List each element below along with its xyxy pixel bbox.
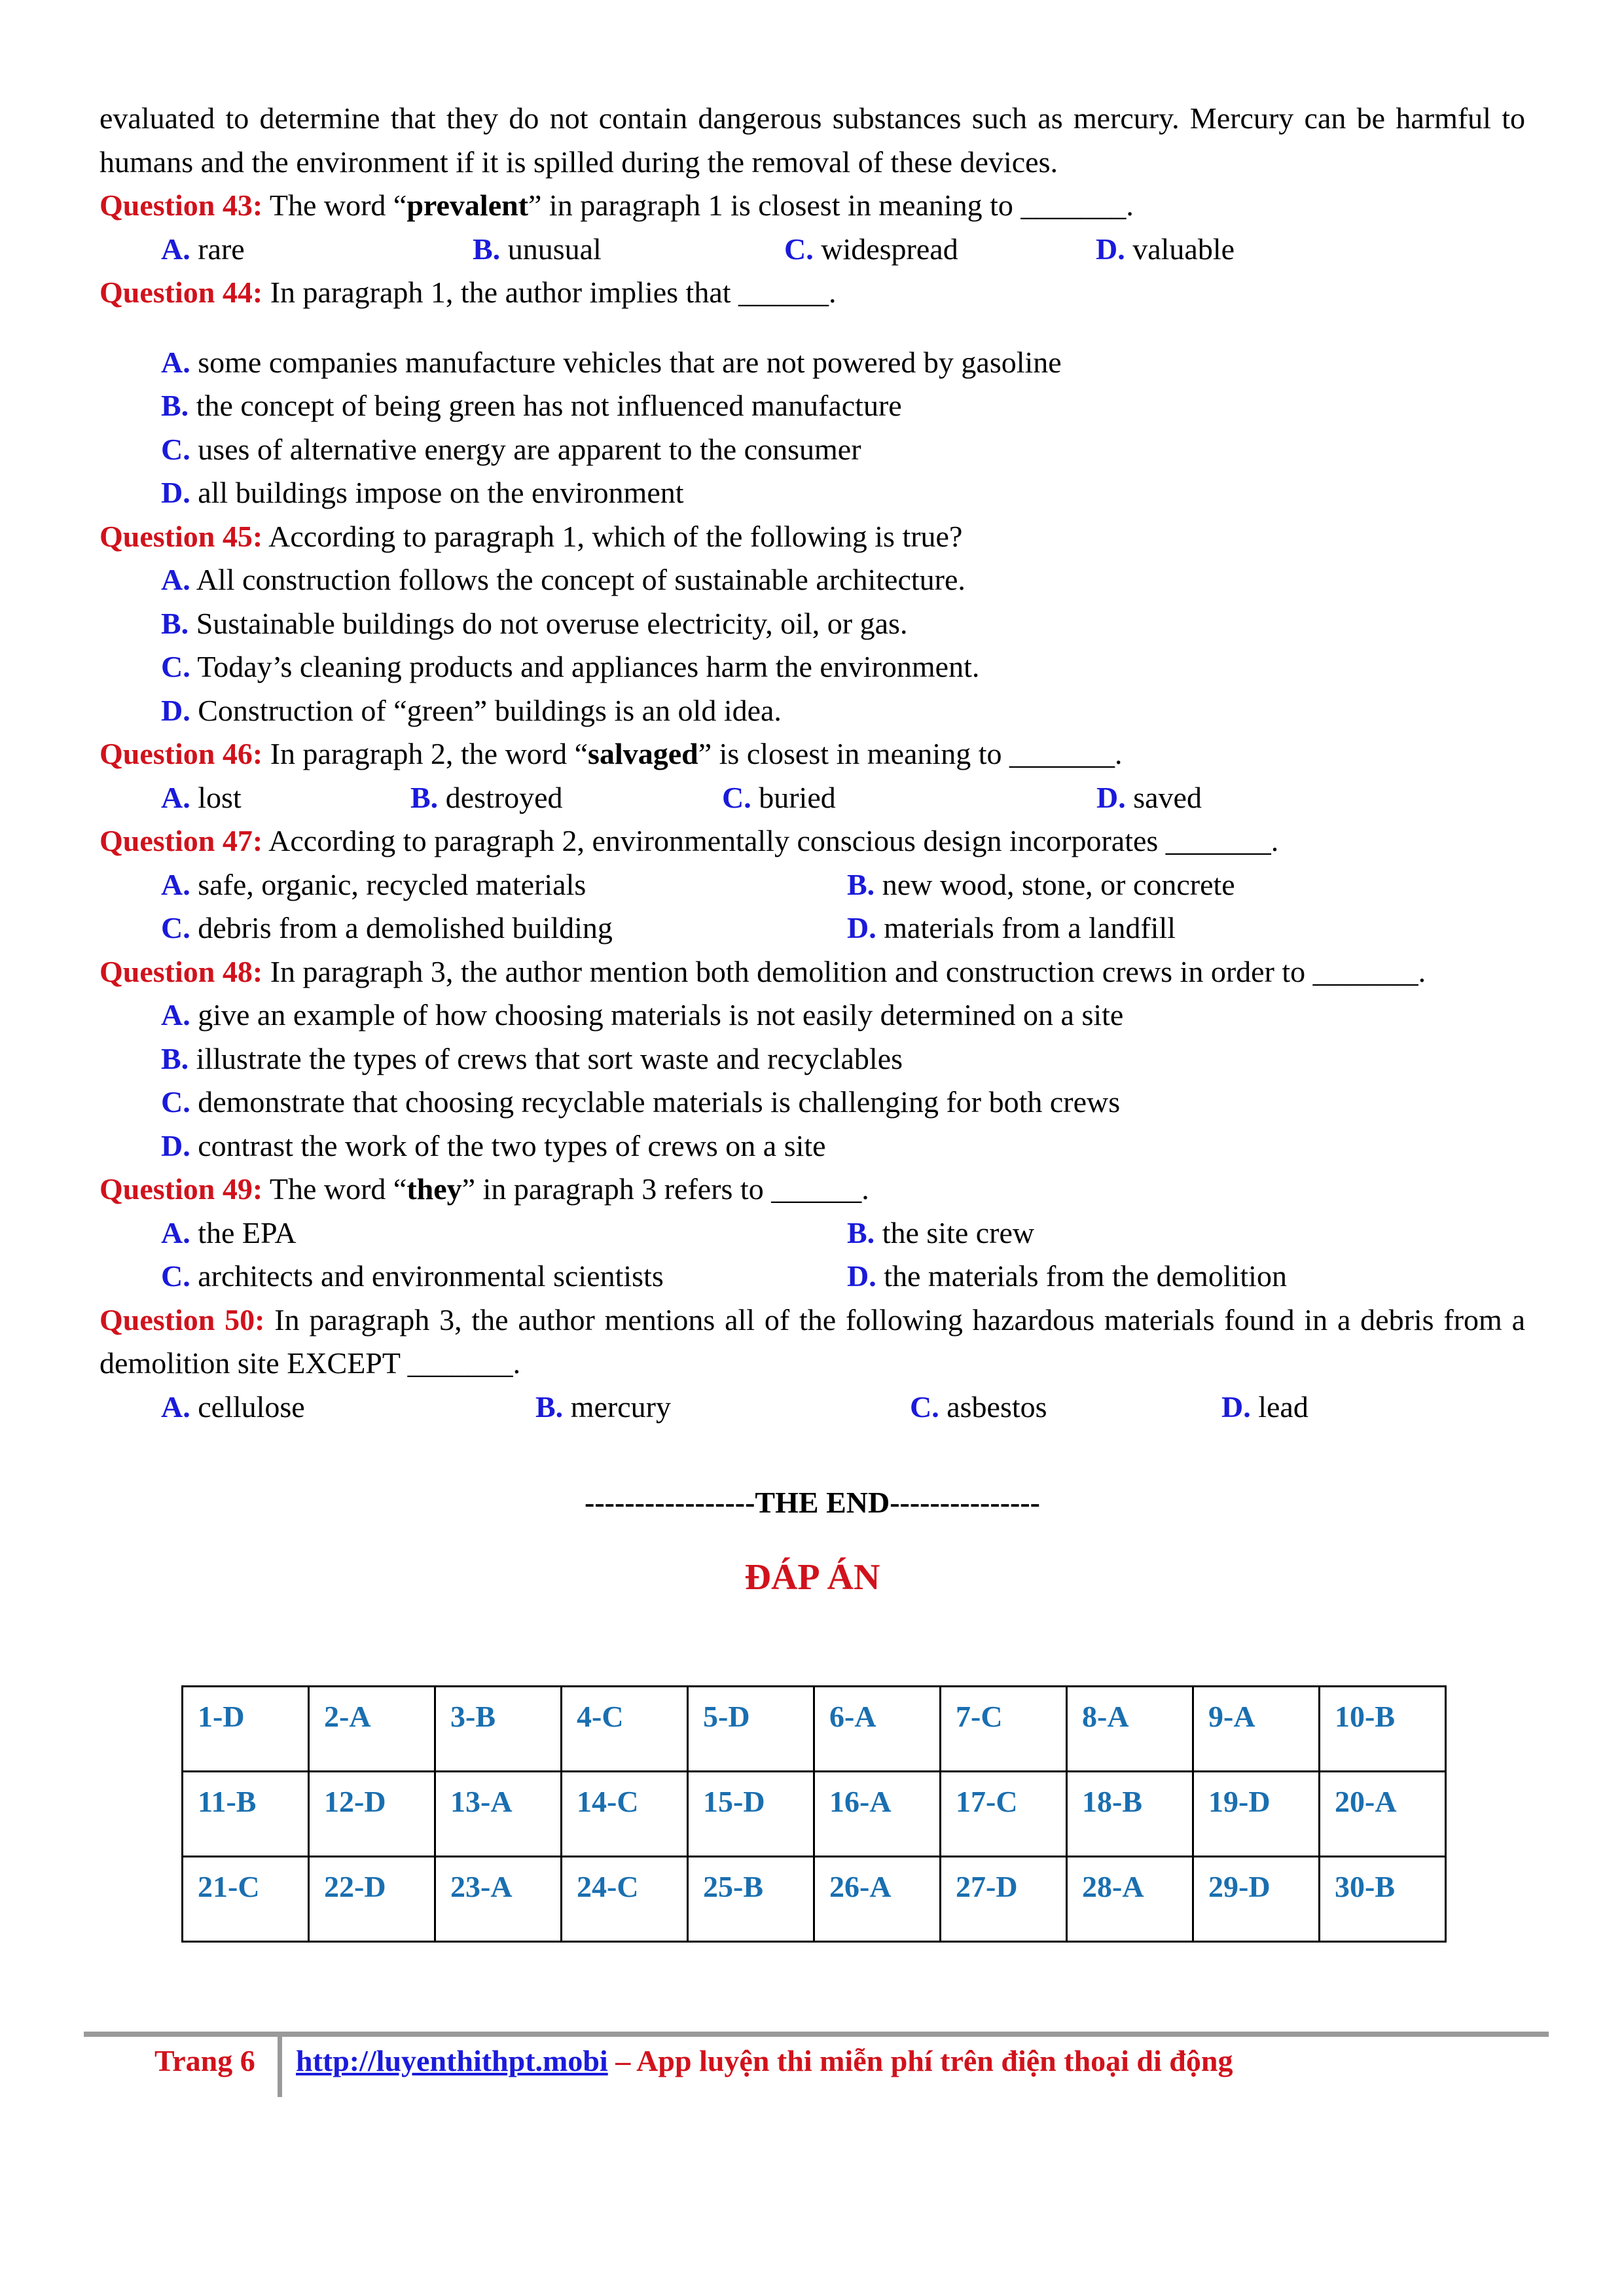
option-c: C. buried bbox=[722, 780, 836, 814]
footer-tagline: – App luyện thi miễn phí trên điện thoại di động bbox=[607, 2044, 1233, 2077]
question-label: Question 48: bbox=[99, 954, 263, 988]
option-b: B. unusual bbox=[473, 232, 602, 266]
answer-key-cell: 18-B bbox=[1067, 1772, 1193, 1857]
question-47 bbox=[99, 819, 1525, 863]
answer-key-cell: 3-B bbox=[435, 1687, 562, 1772]
keyword: prevalent bbox=[406, 188, 529, 222]
question-text: ” in paragraph 3 refers to ______. bbox=[461, 1172, 869, 1206]
option-c: C. widespread bbox=[784, 232, 958, 266]
question-text: ” is closest in meaning to _______. bbox=[698, 737, 1123, 770]
option-b: B. Sustainable buildings do not overuse electricity, oil, or gas. bbox=[161, 606, 908, 640]
page-number: Trang 6 bbox=[154, 2044, 255, 2077]
options-49-row2 bbox=[99, 1255, 1525, 1299]
option-a: A. All construction follows the concept of sustainable architecture. bbox=[161, 563, 965, 596]
answer-key-cell: 7-C bbox=[941, 1687, 1067, 1772]
question-text: In paragraph 3, the author mentions all of the following hazardous materials found in a debris from a demolition site EXCEPT _______. bbox=[99, 1302, 1526, 1380]
question-45 bbox=[99, 515, 1525, 559]
answer-key-cell: 11-B bbox=[183, 1772, 309, 1857]
option-c: C. Today’s cleaning products and appliances harm the environment. bbox=[161, 650, 980, 683]
answer-key-title: ĐÁP ÁN bbox=[744, 1556, 880, 1598]
answer-key-cell: 5-D bbox=[688, 1687, 814, 1772]
option-d: D. materials from a landfill bbox=[847, 911, 1176, 944]
option-a: A. lost bbox=[161, 780, 242, 814]
options-46 bbox=[99, 776, 1525, 820]
option-b: B. illustrate the types of crews that sort waste and recyclables bbox=[161, 1041, 903, 1075]
answer-key-cell: 13-A bbox=[435, 1772, 562, 1857]
answer-key-cell: 23-A bbox=[435, 1857, 562, 1942]
question-50 bbox=[99, 1299, 1525, 1386]
option-a: A. cellulose bbox=[161, 1390, 305, 1424]
options-47-row1 bbox=[99, 863, 1525, 907]
option-d: D. valuable bbox=[1096, 232, 1235, 266]
footer-text bbox=[296, 2043, 1233, 2078]
question-label: Question 46: bbox=[99, 737, 263, 770]
answer-key-cell: 9-A bbox=[1193, 1687, 1320, 1772]
option-b: B. the site crew bbox=[847, 1215, 1035, 1249]
option-b: B. new wood, stone, or concrete bbox=[847, 867, 1235, 901]
answer-key-cell: 6-A bbox=[814, 1687, 941, 1772]
question-label: Question 50: bbox=[99, 1302, 265, 1336]
answer-key-cell: 21-C bbox=[183, 1857, 309, 1942]
answer-key-cell: 20-A bbox=[1320, 1772, 1446, 1857]
answer-key-cell: 10-B bbox=[1320, 1687, 1446, 1772]
question-text: ” in paragraph 1 is closest in meaning to _______. bbox=[528, 188, 1134, 222]
option-b: B. mercury bbox=[535, 1390, 671, 1424]
answer-key-cell: 8-A bbox=[1067, 1687, 1193, 1772]
keyword: salvaged bbox=[588, 737, 698, 770]
keyword: they bbox=[406, 1172, 462, 1206]
answer-key-cell: 29-D bbox=[1193, 1857, 1320, 1942]
answer-key-table bbox=[181, 1685, 1447, 1943]
the-end-marker: -----------------THE END--------------- bbox=[585, 1486, 1040, 1519]
answer-key-cell: 15-D bbox=[688, 1772, 814, 1857]
question-46 bbox=[99, 732, 1525, 776]
question-48 bbox=[99, 950, 1525, 994]
question-text: The word “ bbox=[262, 1172, 407, 1206]
option-d: D. lead bbox=[1221, 1390, 1308, 1424]
website-link[interactable]: http://luyenthithpt.mobi bbox=[296, 2044, 608, 2077]
option-c: C. demonstrate that choosing recyclable materials is challenging for both crews bbox=[161, 1085, 1121, 1119]
option-d: D. saved bbox=[1096, 780, 1202, 814]
option-c: C. architects and environmental scientists bbox=[161, 1259, 664, 1293]
option-c: C. uses of alternative energy are apparent to the consumer bbox=[161, 432, 861, 466]
question-text: According to paragraph 1, which of the following is true? bbox=[262, 519, 963, 553]
answer-key-cell: 24-C bbox=[562, 1857, 688, 1942]
answer-key-cell: 26-A bbox=[814, 1857, 941, 1942]
question-label: Question 45: bbox=[99, 519, 263, 553]
question-text: In paragraph 1, the author implies that ______. bbox=[262, 276, 837, 309]
answer-key-cell: 4-C bbox=[562, 1687, 688, 1772]
option-d: D. all buildings impose on the environment bbox=[161, 476, 684, 509]
question-44 bbox=[99, 271, 1525, 315]
answer-key-cell: 16-A bbox=[814, 1772, 941, 1857]
answer-key-cell: 12-D bbox=[309, 1772, 435, 1857]
answer-key-row bbox=[183, 1687, 1446, 1772]
question-43 bbox=[99, 184, 1525, 228]
options-49-row1 bbox=[99, 1211, 1525, 1255]
option-c: C. asbestos bbox=[910, 1390, 1047, 1424]
question-label: Question 49: bbox=[99, 1172, 263, 1206]
footer-divider bbox=[84, 2032, 1549, 2037]
question-text: According to paragraph 2, environmentally conscious design incorporates _______. bbox=[262, 824, 1279, 857]
answer-key-cell: 1-D bbox=[183, 1687, 309, 1772]
answer-key-cell: 17-C bbox=[941, 1772, 1067, 1857]
intro-paragraph: evaluated to determine that they do not contain dangerous substances such as mercury. Mercury can be harmful to humans and the environment if it is spilled during the removal of these devices. bbox=[99, 101, 1525, 179]
answer-key-cell: 30-B bbox=[1320, 1857, 1446, 1942]
option-a: A. give an example of how choosing materials is not easily determined on a site bbox=[161, 998, 1124, 1031]
option-d: D. contrast the work of the two types of crews on a site bbox=[161, 1128, 826, 1162]
answer-key-cell: 22-D bbox=[309, 1857, 435, 1942]
question-49 bbox=[99, 1168, 1525, 1211]
question-text: In paragraph 2, the word “ bbox=[262, 737, 588, 770]
answer-key-cell: 28-A bbox=[1067, 1857, 1193, 1942]
answer-key-row bbox=[183, 1772, 1446, 1857]
content bbox=[99, 97, 1525, 1604]
question-label: Question 47: bbox=[99, 824, 263, 857]
option-d: D. Construction of “green” buildings is an old idea. bbox=[161, 693, 782, 727]
answer-key-cell: 14-C bbox=[562, 1772, 688, 1857]
option-a: A. some companies manufacture vehicles that are not powered by gasoline bbox=[161, 345, 1062, 379]
answer-key-cell: 19-D bbox=[1193, 1772, 1320, 1857]
option-a: A. the EPA bbox=[161, 1215, 297, 1249]
option-b: B. the concept of being green has not influenced manufacture bbox=[161, 389, 902, 422]
options-50 bbox=[99, 1386, 1525, 1429]
answer-key-cell: 27-D bbox=[941, 1857, 1067, 1942]
option-b: B. destroyed bbox=[410, 780, 563, 814]
answer-key-cell: 25-B bbox=[688, 1857, 814, 1942]
question-text: In paragraph 3, the author mention both demolition and construction crews in order to _______. bbox=[262, 954, 1426, 988]
question-label: Question 43: bbox=[99, 188, 263, 222]
footer-separator bbox=[278, 2034, 282, 2097]
answer-key-cell: 2-A bbox=[309, 1687, 435, 1772]
option-d: D. the materials from the demolition bbox=[847, 1259, 1287, 1293]
option-c: C. debris from a demolished building bbox=[161, 911, 613, 944]
answer-key-row bbox=[183, 1857, 1446, 1942]
question-text: The word “ bbox=[262, 188, 407, 222]
options-43 bbox=[99, 228, 1525, 272]
option-a: A. rare bbox=[161, 232, 245, 266]
option-a: A. safe, organic, recycled materials bbox=[161, 867, 586, 901]
question-label: Question 44: bbox=[99, 276, 263, 309]
options-47-row2 bbox=[99, 906, 1525, 950]
